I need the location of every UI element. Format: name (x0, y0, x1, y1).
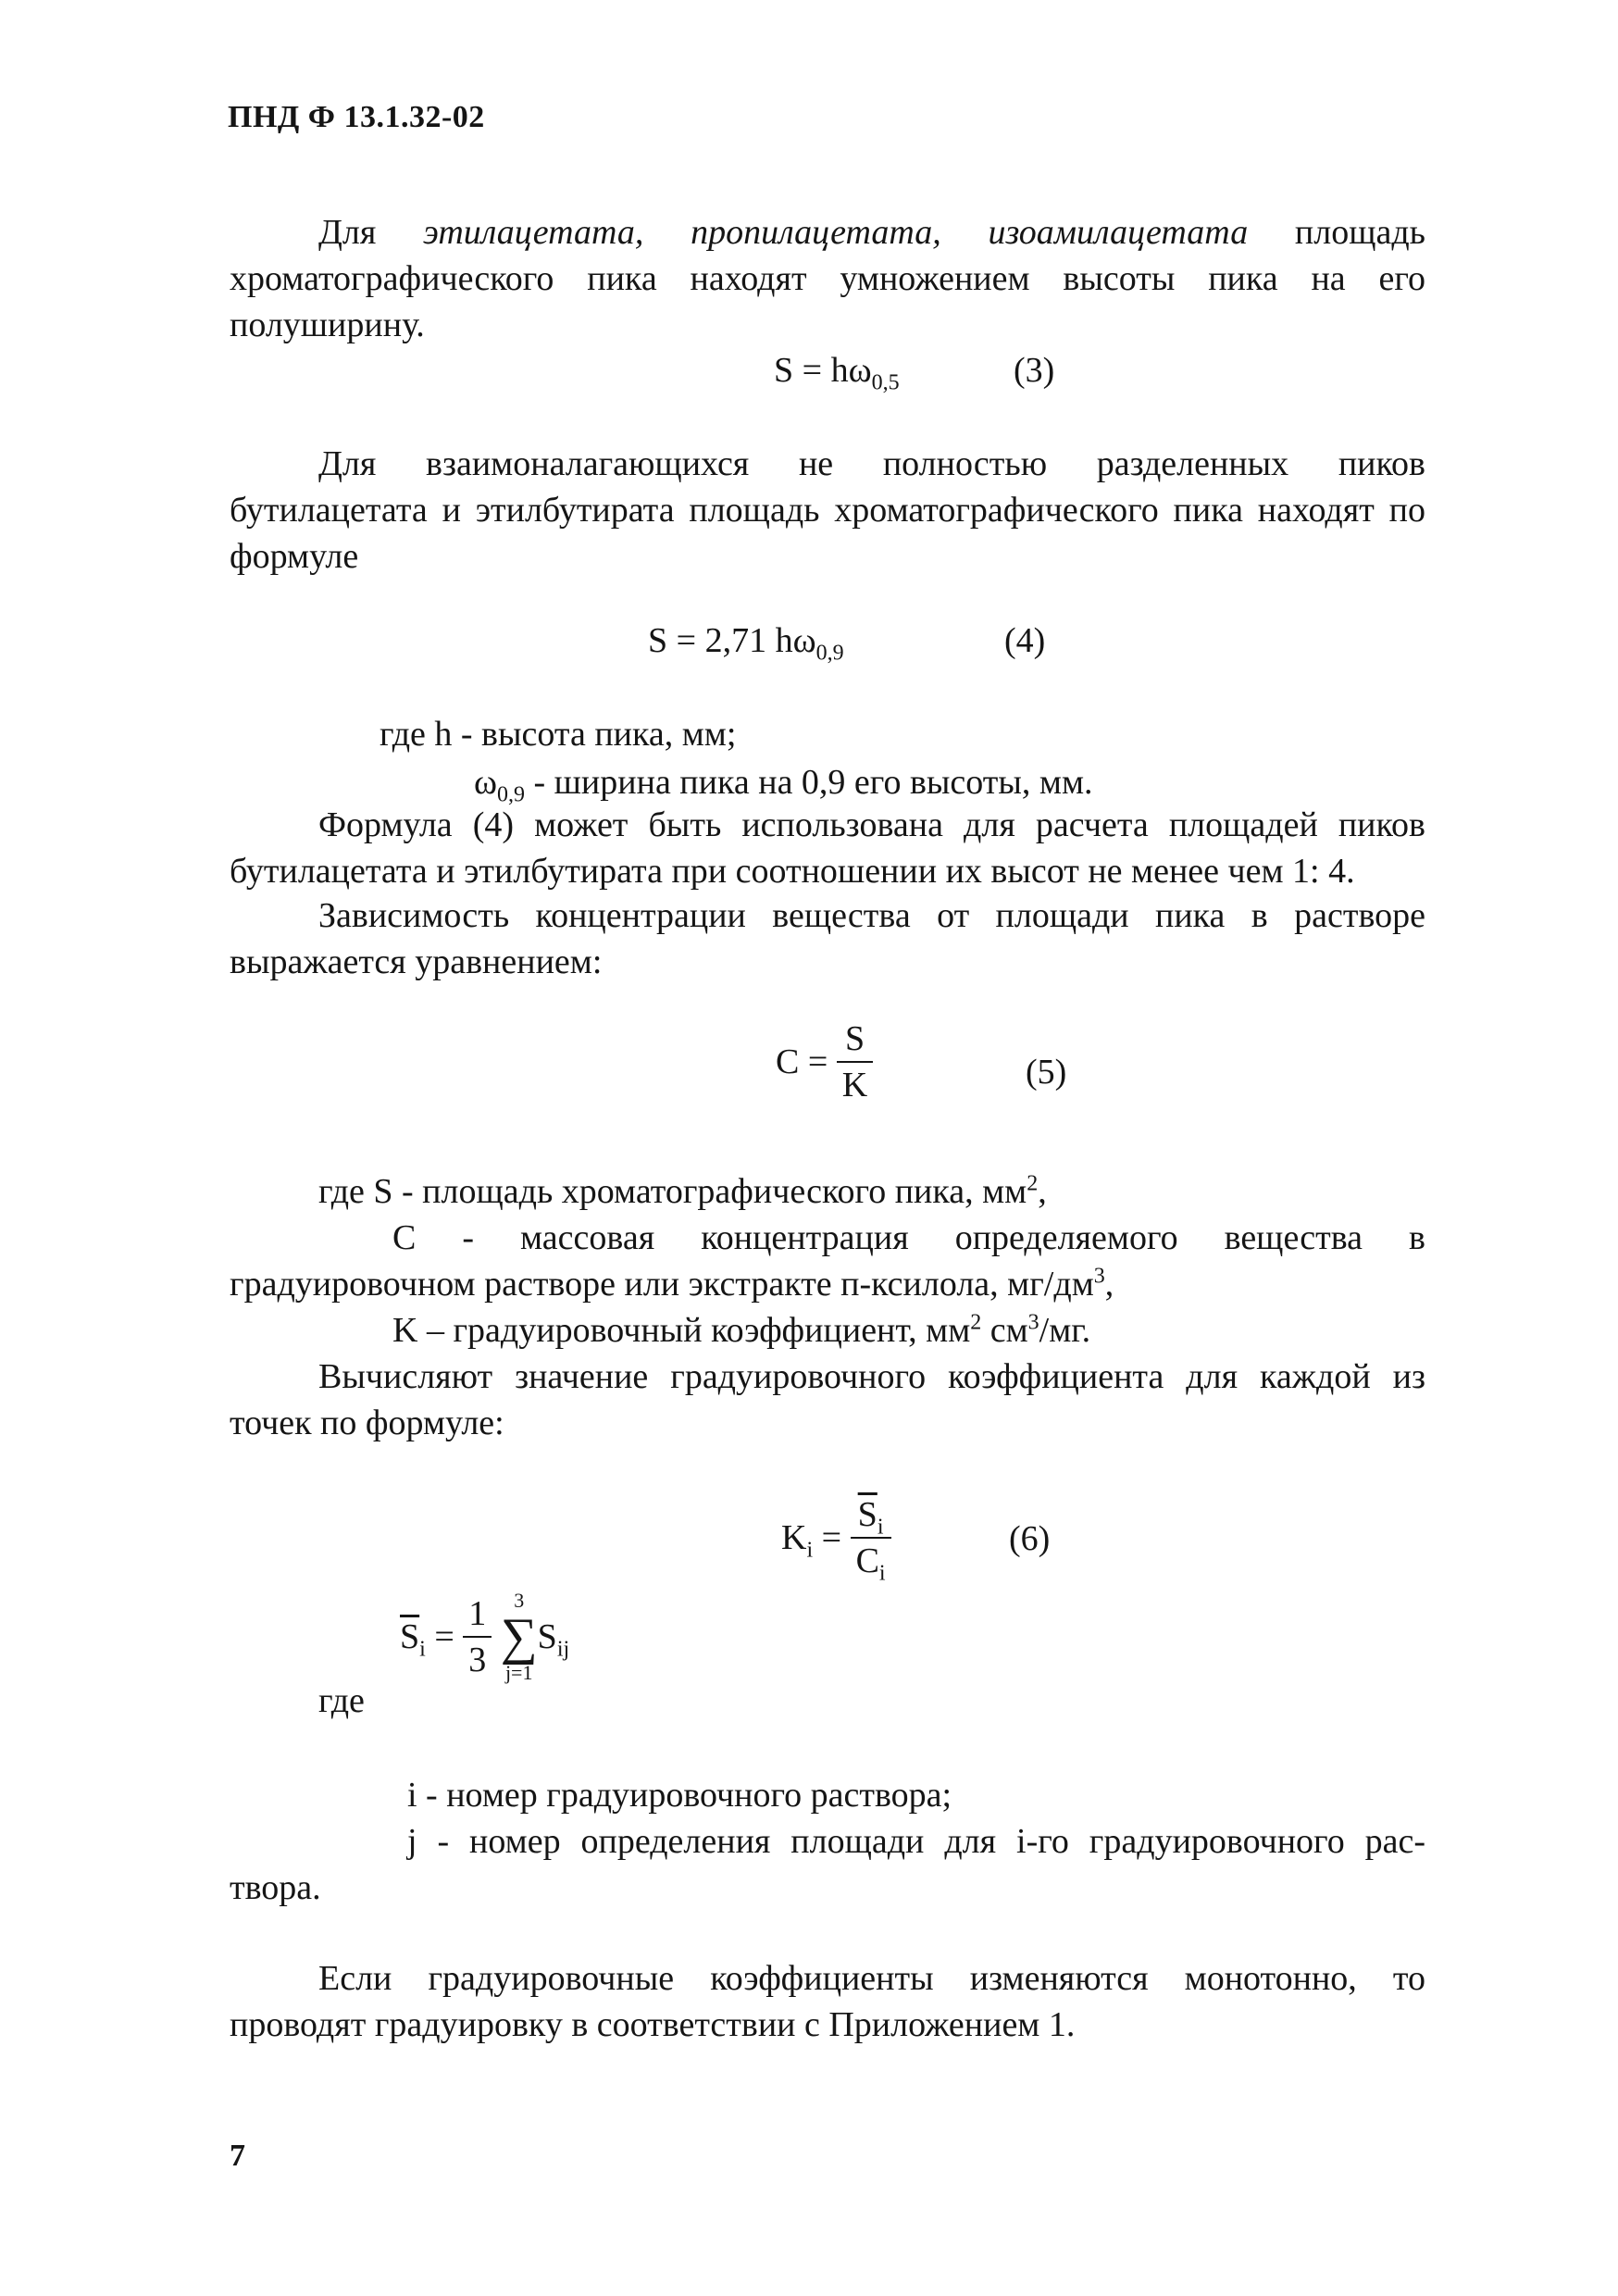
paragraph-butyl-acetate: Для взаимоналагающихся не полностью разделенных пиков бутилацетата и этилбутирата площадь хроматографического пика находят по формуле (230, 444, 1425, 576)
definition-k-text: K – градуировочный коэффициент, мм (392, 1311, 971, 1350)
formula-6-den-c: C (855, 1541, 879, 1580)
definition-c-line2-comma: , (1104, 1265, 1114, 1304)
definition-c-line1: C - массовая концентрация определяемого вещества в (392, 1218, 1425, 1257)
formula-3-lhs: S = hω (774, 351, 872, 390)
formula-mean-term (537, 1617, 570, 1662)
formula-6-denominator (851, 1539, 891, 1586)
formula-5-fraction (837, 1018, 873, 1105)
definition-k (392, 1307, 1090, 1354)
formula-mean-lhs (400, 1617, 454, 1662)
definition-s (318, 1168, 1047, 1215)
paragraph-formula4-usage: Формула (4) может быть использована для расчета площадей пиков бутилацетата и этилбутирата при соотношении их высот не менее чем 1: 4. (230, 805, 1425, 891)
definition-s-text: где S - площадь хроматографического пика, мм (318, 1172, 1027, 1211)
paragraph-coefficient: Вычисляют значение градуировочного коэффициента для каждой из точек по формуле: (230, 1357, 1425, 1442)
definition-omega (474, 759, 1093, 805)
definition-k-sup1: 2 (970, 1310, 982, 1335)
formula-mean-lhs-s: $\overline{S}$ (400, 1617, 420, 1656)
formula-6-num-s: $\overline{S}$ (857, 1495, 877, 1534)
formula-mean-frac-den: 3 (468, 1641, 487, 1679)
formula-6-lhs (781, 1518, 842, 1563)
p1-prefix: Для (318, 213, 424, 252)
formula-4-number: (4) (1004, 621, 1046, 660)
formula-6-eq: = (813, 1518, 842, 1557)
formula-5-lhs: C = (776, 1042, 828, 1081)
formula-6-lhs-k: K (781, 1518, 807, 1557)
formula-5-denominator: K (841, 1066, 868, 1104)
definition-j: j - номер определения площади для i-го градуировочного рас- (407, 1822, 1425, 1861)
definition-k-sup2: 3 (1027, 1310, 1039, 1335)
formula-3-subscript: 0,5 (871, 370, 900, 395)
formula-mean-frac-num: 1 (463, 1593, 492, 1638)
formula-5-number: (5) (1026, 1053, 1067, 1092)
formula-6 (781, 1494, 891, 1586)
definition-j-continuation: твора. (230, 1868, 321, 1907)
formula-mean-s (400, 1591, 569, 1683)
formula-6-num-sub: i (877, 1515, 884, 1540)
formula-mean-term-sub: ij (556, 1637, 570, 1662)
definition-c-line2 (230, 1261, 1114, 1307)
paragraph-calibration: Если градуировочные коэффициенты изменяются монотонно, то проводят градуировку в соответствии с Приложением 1. (230, 1959, 1425, 2044)
paragraph-concentration: Зависимость концентрации вещества от площади пика в растворе выражается уравнением: (230, 896, 1425, 981)
formula-mean-sum (501, 1591, 538, 1683)
formula-mean-term-s: S (537, 1617, 557, 1656)
p1-rest: площадь хроматографического пика находят умножением высоты пика на его полуширину. (230, 213, 1425, 344)
formula-5 (776, 1018, 873, 1105)
page-number: 7 (230, 2139, 245, 2173)
definition-s-comma: , (1038, 1172, 1047, 1211)
sum-lower-limit: j=1 (504, 1661, 533, 1684)
formula-4-lhs: S = 2,71 hω (648, 621, 816, 660)
definition-h: где h - высота пика, мм; (380, 715, 737, 754)
formula-6-number: (6) (1009, 1519, 1051, 1558)
formula-5-numerator: S (837, 1018, 873, 1063)
omega-symbol: ω (474, 763, 498, 802)
paragraph-ethyl-acetate (230, 209, 1425, 348)
definition-k-mid: см (981, 1311, 1028, 1350)
definition-i: i - номер градуировочного раствора; (407, 1776, 952, 1815)
formula-3-number: (3) (1014, 351, 1055, 390)
formula-6-numerator (851, 1494, 891, 1539)
formula-6-fraction (851, 1494, 891, 1586)
sum-upper-limit: 3 (514, 1589, 525, 1612)
document-header: ПНД Ф 13.1.32-02 (228, 100, 485, 134)
definition-c-line2-sup: 3 (1093, 1264, 1105, 1289)
formula-mean-lhs-sub: i (419, 1637, 426, 1662)
formula-6-den-sub: i (878, 1561, 886, 1586)
where-label-2: где (318, 1681, 365, 1720)
formula-4-subscript: 0,9 (815, 641, 844, 666)
definition-k-unit: /мг. (1039, 1311, 1091, 1350)
omega-description: - ширина пика на 0,9 его высоты, мм. (525, 763, 1093, 802)
formula-mean-fraction (463, 1593, 492, 1680)
formula-6-lhs-sub: i (806, 1538, 814, 1563)
sigma-icon: ∑ (500, 1608, 538, 1666)
formula-mean-eq: = (425, 1617, 454, 1656)
definition-s-sup: 2 (1027, 1171, 1039, 1196)
omega-subscript: 0,9 (497, 782, 526, 807)
formula-4 (648, 620, 844, 666)
p1-italic-substances: этилацетата, пропилацетата, изоамилацетата (423, 213, 1249, 252)
formula-3 (774, 350, 900, 395)
definition-c-line2-text: градуировочном растворе или экстракте п-ксилола, мг/дм (230, 1265, 1094, 1304)
